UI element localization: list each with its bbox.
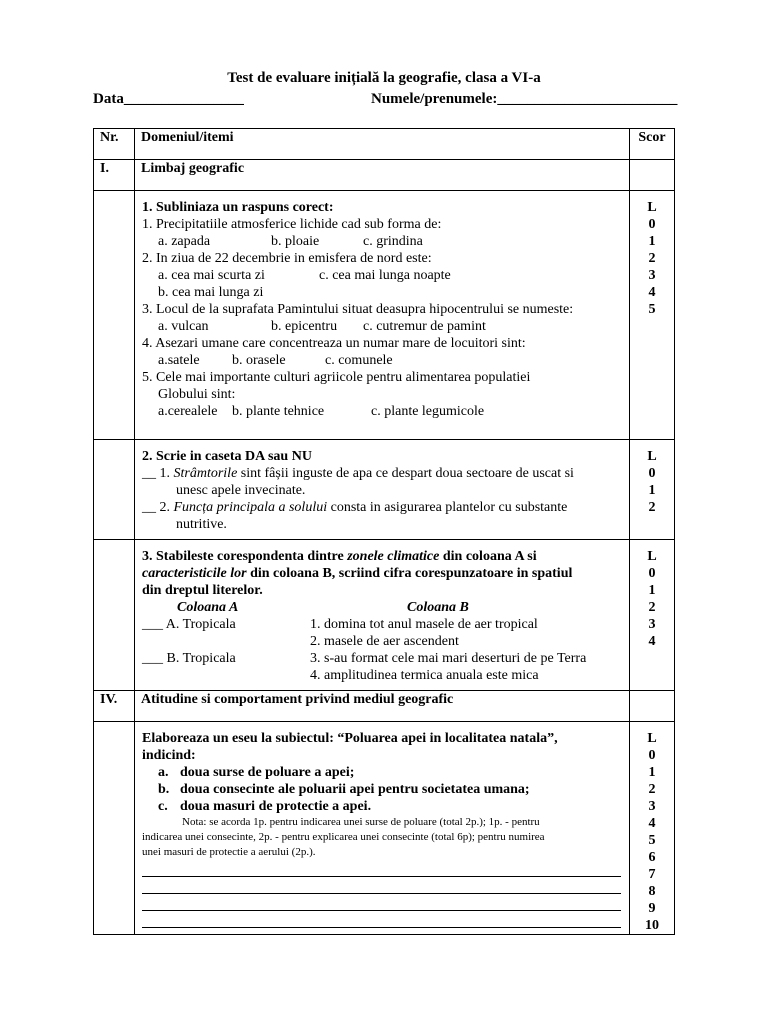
column-a: Coloana A ___ A. Tropicala ___ B. Tropicala — [142, 599, 310, 684]
question-1: 1. Subliniaza un raspuns corect: 1. Precipitatiile atmosferice lichide cad sub forma de: a. zapada b. ploaie c. grindina 2. In ziua de 22 decembrie in emisfera de nord este: a. cea mai scurta zi c. cea mai lunga noapte b. cea mai lunga zi 3. Locul de la suprafata Pamintului situat deasupra hipocentrului se numeste: a. vulcan b. epicentru c. cutremur de pamint 4. Asezari umane care concentreaza un numar mare de locuitori sint: a.satele b. orasele c. comunele 5. Cele mai importante culturi agriicole pentru alimentarea populatiei Globului sint: a.cerealele b. plante tehnice c. plante legumicole — [135, 191, 629, 426]
question-row-3 — [94, 540, 675, 691]
question-row-2 — [94, 440, 675, 540]
score-column: L 0 1 2 3 4 — [647, 549, 657, 649]
option[interactable]: c. cutremur de pamint — [363, 319, 486, 334]
table-header-row — [94, 129, 675, 160]
option[interactable]: c. cea mai lunga noapte — [319, 268, 451, 283]
score-column: L 0 1 2 3 4 5 6 7 8 9 10 — [645, 731, 659, 933]
option[interactable]: c. plante legumicole — [371, 404, 485, 419]
header-domain: Domeniul/itemi — [135, 129, 630, 160]
option[interactable]: b. ploaie — [271, 234, 320, 249]
question-2: 2. Scrie in caseta DA sau NU __ 1. Strâmtorile sint fâșii inguste de apa ce despart doua sectoare de uscat si unesc apele invecinate. __ 2. Funcța principala a solului consta in asigurarea plantelor cu substante nutritive. — [135, 440, 629, 539]
answer-line[interactable] — [142, 911, 621, 928]
matching-columns — [142, 599, 623, 684]
option[interactable]: a. cea mai scurta zi — [158, 268, 265, 283]
section-score-cell — [630, 691, 675, 722]
exam-table — [93, 128, 675, 935]
section-row-4 — [94, 691, 675, 722]
section-row-1 — [94, 160, 675, 191]
question-row-1 — [94, 191, 675, 440]
column-b: Coloana B 1. domina tot anul masele de aer tropical 2. masele de aer ascendent 3. s-au format cele mai mari deserturi de pe Terra 4. amplitudinea termica anuala este mica — [310, 599, 623, 684]
page-title: Test de evaluare inițială la geografie, clasa a VI-a — [227, 70, 541, 86]
option[interactable]: b. orasele — [232, 353, 286, 368]
header-nr: Nr. — [94, 129, 135, 160]
question-title: 2. Scrie in caseta DA sau NU — [142, 449, 312, 464]
answer-line[interactable] — [142, 894, 621, 911]
section-score-cell — [630, 160, 675, 191]
question-3: 3. Stabileste corespondenta dintre zonele climatice din coloana A si caracteristicile lor din coloana B, scriind cifra corespunzatoare in spatiul din dreptul literelor. Coloana A ___ A. Tropicala ___ B. Tropicala Coloana B 1. domina tot anul masele de aer tropical 2. masele de aer ascendent 3. s-au format cele mai mari deserturi de pe Terra 4. amplitudinea termica anuala este mica — [135, 540, 629, 690]
question-row-4 — [94, 722, 675, 935]
answer-line[interactable] — [142, 877, 621, 894]
column-a-title: Coloana A — [177, 600, 239, 615]
option[interactable]: a. vulcan — [158, 319, 209, 334]
column-b-title: Coloana B — [407, 600, 469, 615]
score-column: L 0 1 2 — [647, 449, 657, 515]
header-score: Scor — [630, 129, 675, 160]
name-field: Numele/prenumele:________________________ — [371, 91, 678, 107]
option[interactable]: b. plante tehnice — [232, 404, 325, 419]
option[interactable]: a.cerealele — [158, 404, 218, 419]
section-title: Atitudine si comportament privind mediul geografic — [135, 691, 630, 722]
option[interactable]: c. comunele — [325, 353, 393, 368]
option[interactable]: b. epicentru — [271, 319, 338, 334]
section-nr: IV. — [94, 691, 135, 722]
score-column: L 0 1 2 3 4 5 — [647, 200, 657, 317]
option[interactable]: b. cea mai lunga zi — [158, 285, 264, 300]
question-title: 1. Subliniaza un raspuns corect: — [142, 200, 334, 215]
answer-line[interactable] — [142, 860, 621, 877]
option[interactable]: a. zapada — [158, 234, 211, 249]
option[interactable]: a.satele — [158, 353, 200, 368]
date-field: Data________________ — [93, 91, 244, 107]
grading-note: Nota: se acorda 1p. pentru indicarea unei surse de poluare (total 2p.); 1p. - pentru — [182, 816, 540, 828]
essay-question: Elaboreaza un eseu la subiectul: “Poluarea apei in localitatea natala”, indicind: a. doua surse de poluare a apei; b. doua consecinte ale poluarii apei pentru societatea umana; c. doua masuri de protectie a apei. Nota: se acorda 1p. pentru indicarea unei surse de poluare (total 2p.); 1p. - pentru indicarea unei consecinte, 2p. - pentru explicarea unei consecinte (total 6p); pentru numirea unei masuri de protectie a aerului (2p.). — [135, 722, 629, 934]
option[interactable]: c. grindina — [363, 234, 423, 249]
section-title: Limbaj geografic — [135, 160, 630, 191]
section-nr: I. — [94, 160, 135, 191]
